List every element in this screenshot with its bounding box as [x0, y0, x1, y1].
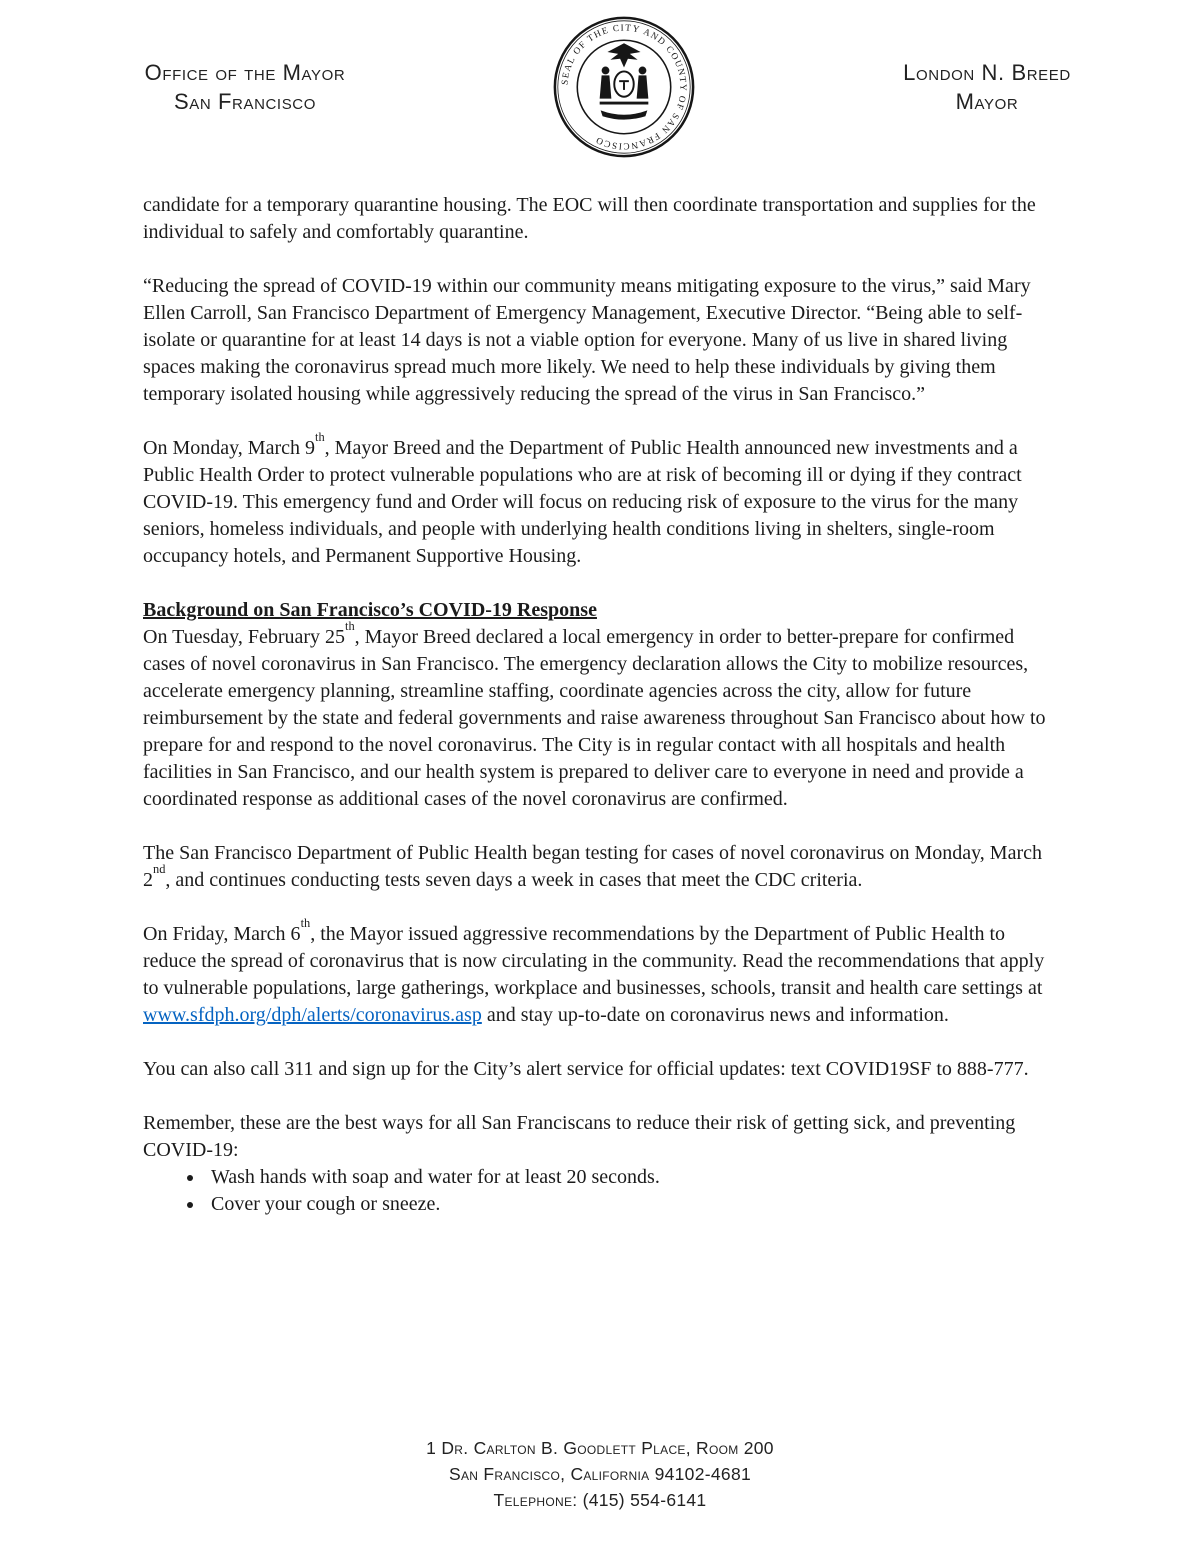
paragraph-text: candidate for a temporary quarantine housing. The EOC will then coordinate transportation and supplies for the individual to safely and comfortably quarantine.	[143, 194, 1036, 243]
paragraph-part: and stay up-to-date on coronavirus news and information.	[481, 1004, 949, 1026]
paragraph-testing	[143, 840, 1058, 894]
sfdph-coronavirus-link[interactable]: www.sfdph.org/dph/alerts/coronavirus.asp	[143, 1004, 482, 1026]
paragraph-remember	[143, 1110, 1058, 1164]
bullet-list	[143, 1164, 1058, 1218]
paragraph-part: On Monday, March 9	[143, 437, 316, 459]
superscript-ordinal: nd	[153, 861, 166, 876]
paragraph-part: The San Francisco Department of Public Health began testing for cases of novel coronavirus on Monday, March 2	[143, 842, 1043, 891]
city-seal	[551, 14, 697, 160]
superscript-ordinal: th	[300, 915, 311, 930]
office-line-1: Office of the Mayor	[144, 60, 346, 85]
office-block	[95, 58, 395, 116]
paragraph-part: On Friday, March 6	[143, 923, 301, 945]
mayor-title: Mayor	[955, 89, 1019, 114]
mayor-name: London N. Breed	[903, 60, 1071, 85]
city-seal-icon	[551, 14, 697, 160]
mayor-block	[852, 58, 1122, 116]
paragraph-quarantine	[143, 192, 1058, 246]
paragraph-text: “Reducing the spread of COVID-19 within our community means mitigating exposure to the virus,” said Mary Ellen Carroll, San Francisco Department of Emergency Management, Executive Director. “Being able to self-isolate or quarantine for at least 14 days is not a viable option for everyone. Many of us live in shared living spaces making the coronavirus spread much more likely. We need to help these individuals by giving them temporary isolated housing while aggressively reducing the spread of the virus in San Francisco.”	[143, 275, 1031, 405]
bullet-item-wash-hands: • Wash hands with soap and water for at least 20 seconds.	[205, 1164, 1058, 1191]
paragraph-text: You can also call 311 and sign up for the City’s alert service for official updates: text COVID19SF to 888-777.	[143, 1058, 1029, 1080]
footer-city-line: San Francisco, California 94102-4681	[448, 1464, 752, 1484]
superscript-ordinal: th	[315, 429, 325, 444]
section-heading-background: Background on San Francisco’s COVID-19 Response	[143, 599, 597, 621]
paragraph-march-9	[143, 429, 1058, 570]
footer-telephone-line: Telephone: (415) 554-6141	[493, 1490, 707, 1510]
footer-address-line: 1 Dr. Carlton B. Goodlett Place, Room 200	[426, 1438, 774, 1458]
paragraph-part: , Mayor Breed and the Department of Public Health announced new investments and a Public Health Order to protect vulnerable populations who are at risk of becoming ill or dying if they contract COVID-19. This emergency fund and Order will focus on reducing risk of exposure to the virus for the many seniors, homeless individuals, and people with underlying health conditions living in shelters, single-room occupancy hotels, and Permanent Supportive Housing.	[143, 437, 1022, 567]
superscript-ordinal: th	[345, 618, 355, 633]
paragraph-call-311	[143, 1056, 1058, 1083]
paragraph-march-6	[143, 915, 1058, 1029]
paragraph-part: , the Mayor issued aggressive recommendations by the Department of Public Health to reduce the spread of coronavirus that is now circulating in the community. Read the recommendations that apply to vulnerable populations, large gatherings, workplace and businesses, schools, transit and health care settings at	[143, 923, 1045, 999]
paragraph-part: , Mayor Breed declared a local emergency in order to better-prepare for confirmed cases of novel coronavirus in San Francisco. The emergency declaration allows the City to mobilize resources, accelerate emergency planning, streamline staffing, coordinate agencies across the city, allow for future reimbursement by the state and federal governments and raise awareness throughout San Francisco about how to prepare for and respond to the novel coronavirus. The City is in regular contact with all hospitals and health facilities in San Francisco, and our health system is prepared to deliver care to everyone in need and provide a coordinated response as additional cases of the novel coronavirus are confirmed.	[143, 626, 1046, 810]
paragraph-text: Remember, these are the best ways for all San Franciscans to reduce their risk of getting sick, and preventing COVID-19:	[143, 1112, 1016, 1161]
office-line-2: San Francisco	[173, 89, 317, 114]
paragraph-part: On Tuesday, February 25	[143, 626, 346, 648]
letterhead	[0, 0, 1200, 160]
letter-footer	[0, 1435, 1200, 1553]
seal-ring-text: SEAL OF THE CITY AND COUNTY OF SAN FRANCISCO	[559, 22, 689, 152]
bullet-item-cover-cough: • Cover your cough or sneeze.	[205, 1191, 1058, 1218]
letter-body	[0, 160, 1200, 1218]
paragraph-feb-25	[143, 618, 1058, 813]
paragraph-carroll-quote	[143, 273, 1058, 408]
paragraph-part: , and continues conducting tests seven days a week in cases that meet the CDC criteria.	[165, 869, 863, 891]
